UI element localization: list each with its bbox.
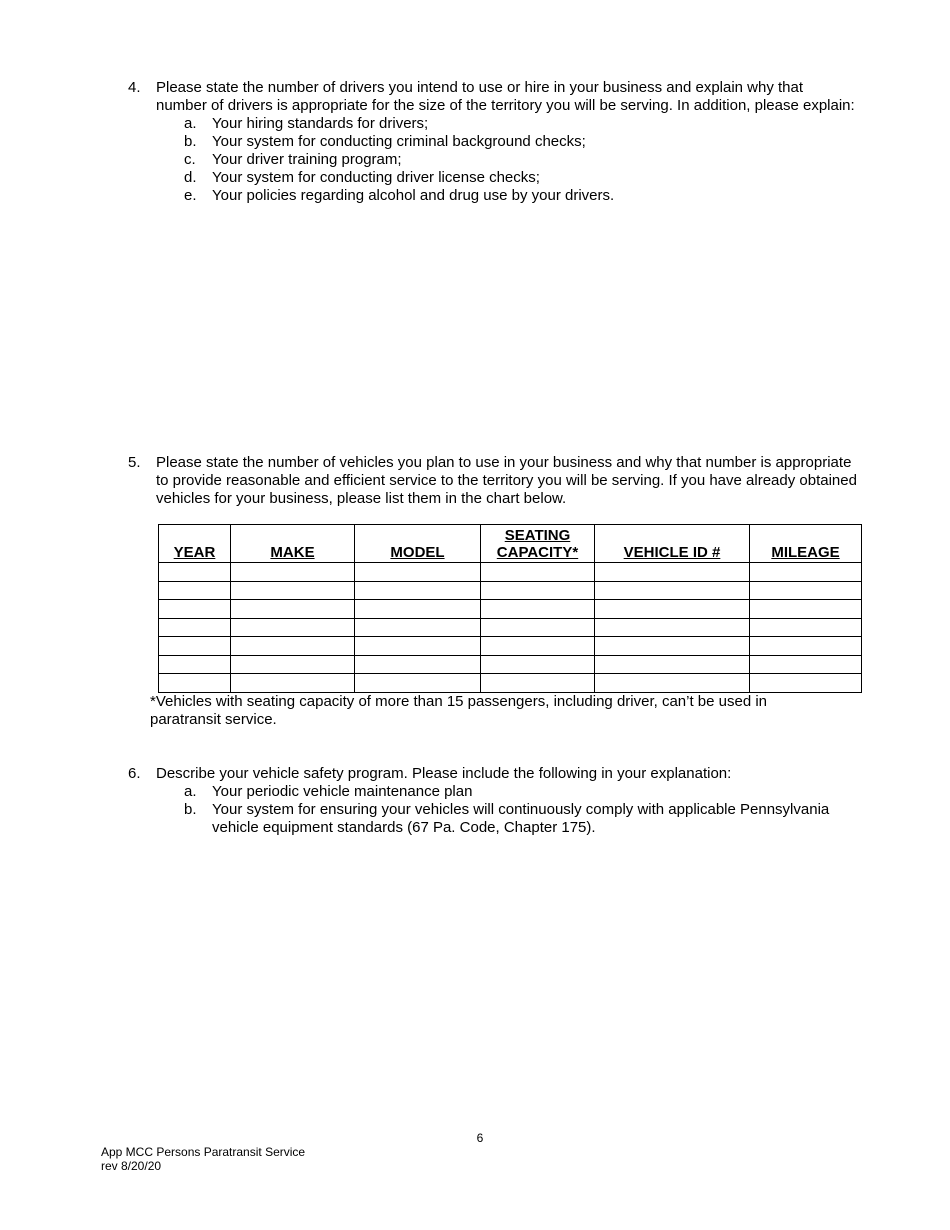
list-item (128, 801, 858, 837)
list-item (128, 783, 858, 801)
table-cell[interactable] (481, 600, 595, 619)
table-cell[interactable] (231, 674, 355, 693)
table-cell[interactable] (159, 600, 231, 619)
question-text: Please state the number of vehicles you plan to use in your business and why that number is appropriate to provide reasonable and efficient service to the territory you will be serving. If you have already obtained vehicles for your business, please list them in the chart below. (156, 454, 857, 507)
item-letter: b. (184, 133, 197, 150)
list-item (128, 187, 858, 205)
table-cell[interactable] (750, 618, 862, 637)
table-cell[interactable] (159, 655, 231, 674)
table-cell[interactable] (231, 563, 355, 582)
table-cell[interactable] (355, 618, 481, 637)
table-cell[interactable] (159, 581, 231, 600)
table-cell[interactable] (231, 637, 355, 656)
item-letter: a. (184, 783, 197, 800)
table-cell[interactable] (481, 674, 595, 693)
question-6 (128, 765, 858, 837)
table-cell[interactable] (481, 618, 595, 637)
table-cell[interactable] (595, 618, 750, 637)
table-cell[interactable] (750, 637, 862, 656)
table-cell[interactable] (159, 674, 231, 693)
vehicle-table (158, 524, 862, 693)
table-footnote: *Vehicles with seating capacity of more than 15 passengers, including driver, can’t be used in paratransit service. (150, 693, 768, 728)
question-text: Please state the number of drivers you intend to use or hire in your business and explain why that number of drivers is appropriate for the size of the territory you will be serving. In addition, please explain: (156, 79, 855, 114)
table-cell[interactable] (750, 674, 862, 693)
column-header-seating-capacity (481, 525, 595, 563)
table-cell[interactable] (231, 618, 355, 637)
table-cell[interactable] (595, 674, 750, 693)
item-text: Your driver training program; (212, 151, 402, 168)
sub-item-list (128, 115, 858, 205)
column-header-model: MODEL (355, 525, 481, 563)
footer-revision: rev 8/20/20 (101, 1159, 162, 1173)
table-cell[interactable] (595, 637, 750, 656)
item-letter: e. (184, 187, 197, 204)
table-row (159, 618, 862, 637)
column-header-mileage: MILEAGE (750, 525, 862, 563)
list-item (128, 115, 858, 133)
item-text: Your periodic vehicle maintenance plan (212, 783, 473, 800)
page-number: 6 (476, 1131, 484, 1145)
list-item (128, 169, 858, 187)
footer-title: App MCC Persons Paratransit Service (101, 1145, 306, 1159)
table-cell[interactable] (159, 637, 231, 656)
table-cell[interactable] (355, 674, 481, 693)
question-number: 5. (128, 454, 141, 471)
list-item (128, 151, 858, 169)
seating-header-line2: CAPACITY* (496, 544, 579, 561)
table-cell[interactable] (481, 563, 595, 582)
item-text: Your system for conducting driver license checks; (212, 169, 540, 186)
question-number: 4. (128, 79, 141, 96)
question-number: 6. (128, 765, 141, 782)
table-cell[interactable] (355, 600, 481, 619)
table-cell[interactable] (595, 600, 750, 619)
table-row (159, 581, 862, 600)
item-letter: d. (184, 169, 197, 186)
table-cell[interactable] (355, 581, 481, 600)
sub-item-list (128, 783, 858, 837)
table-cell[interactable] (595, 655, 750, 674)
table-cell[interactable] (355, 655, 481, 674)
table-cell[interactable] (595, 563, 750, 582)
page-footer (101, 1145, 305, 1173)
item-text: Your hiring standards for drivers; (212, 115, 429, 132)
question-5 (128, 454, 858, 508)
table-cell[interactable] (481, 637, 595, 656)
table-cell[interactable] (481, 655, 595, 674)
question-text: Describe your vehicle safety program. Please include the following in your explanation: (156, 765, 732, 782)
question-4 (128, 79, 858, 205)
table-cell[interactable] (750, 581, 862, 600)
table-cell[interactable] (750, 600, 862, 619)
table-row (159, 637, 862, 656)
table-cell[interactable] (595, 581, 750, 600)
column-header-year: YEAR (159, 525, 231, 563)
column-header-make: MAKE (231, 525, 355, 563)
table-cell[interactable] (750, 563, 862, 582)
item-letter: c. (184, 151, 196, 168)
item-letter: b. (184, 801, 197, 818)
table-cell[interactable] (355, 563, 481, 582)
item-text: Your policies regarding alcohol and drug use by your drivers. (212, 187, 615, 204)
seating-header-line1: SEATING (504, 527, 571, 544)
table-cell[interactable] (159, 618, 231, 637)
table-cell[interactable] (159, 563, 231, 582)
table-cell[interactable] (231, 581, 355, 600)
table-row (159, 674, 862, 693)
table-cell[interactable] (481, 581, 595, 600)
table-cell[interactable] (231, 600, 355, 619)
item-letter: a. (184, 115, 197, 132)
table-header-row (159, 525, 862, 563)
column-header-vehicle-id: VEHICLE ID # (595, 525, 750, 563)
table-row (159, 600, 862, 619)
table-row (159, 563, 862, 582)
list-item (128, 133, 858, 151)
item-text: Your system for ensuring your vehicles will continuously comply with applicable Pennsylvania vehicle equipment standards (67 Pa. Code, Chapter 175). (212, 801, 830, 836)
item-text: Your system for conducting criminal background checks; (212, 133, 586, 150)
table-cell[interactable] (355, 637, 481, 656)
table-row (159, 655, 862, 674)
table-cell[interactable] (231, 655, 355, 674)
table-cell[interactable] (750, 655, 862, 674)
